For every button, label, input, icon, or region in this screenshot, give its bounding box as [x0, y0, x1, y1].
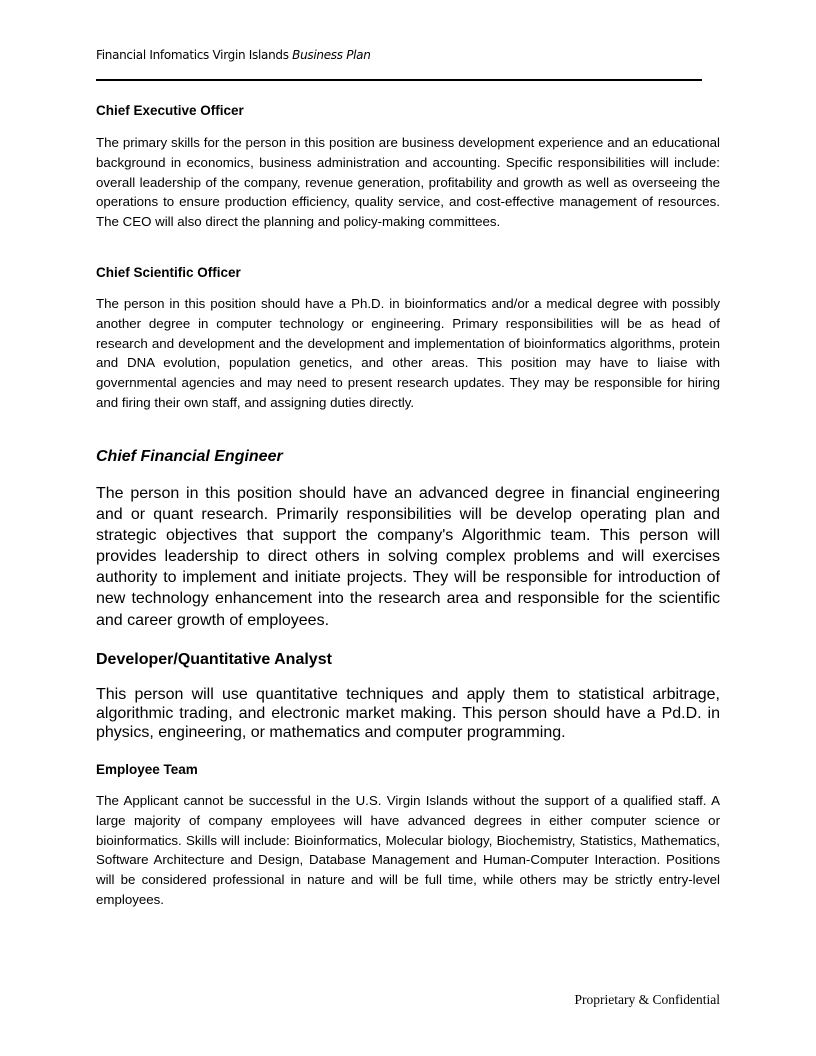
paragraph-cso: The person in this position should have a Ph.D. in bioinformatics and/or a medical degree with possibly another degree in computer technology or engineering. Primary responsibilities will be as head of research and development and the development and implementation of bioinformatics algorithms, protein and DNA evolution, population genetics, and other areas. This position may have to liaise with governmental agencies and may need to present research updates. They may be responsible for hiring and firing their own staff, and assigning duties directly.: [96, 296, 720, 410]
heading-employee-team: Employee Team: [96, 762, 198, 777]
paragraph-employee-team: The Applicant cannot be successful in the U.S. Virgin Islands without the support of a qualified staff. A large majority of company employees will have advanced degrees in either computer science or bioinformatics. Skills will include: Bioinformatics, Molecular biology, Biochemistry, Statistics, Mathematics, Software Architecture and Design, Database Management and Human-Computer Interaction. Positions will be considered professional in nature and will be full time, while others may be strictly entry-level employees.: [96, 793, 720, 907]
heading-cfe: Chief Financial Engineer: [96, 448, 283, 465]
header-title: Financial Infomatics Virgin Islands: [96, 48, 289, 62]
header-rule: [96, 79, 702, 81]
heading-cso: Chief Scientific Officer: [96, 265, 241, 280]
footer-confidential: Proprietary & Confidential: [574, 992, 720, 1007]
page-header: [96, 48, 720, 62]
paragraph-cfe: The person in this position should have an advanced degree in financial engineering and or quant research. Primarily responsibilities will be develop operating plan and strategic objectives that support the company's Algorithmic team. This person will provides leadership to direct others in solving complex problems and will exercises authority to implement and initiate projects. They will be responsible for introduction of new technology enhancement into the research area and responsible for the scientific and career growth of employees.: [96, 485, 720, 629]
paragraph-ceo: The primary skills for the person in this position are business development experience and an educational background in economics, business administration and accounting. Specific responsibilities will include: overall leadership of the company, revenue generation, profitability and growth as well as overseeing the operations to ensure production efficiency, quality service, and cost-effective management of resources. The CEO will also direct the planning and policy-making committees.: [96, 135, 720, 230]
heading-developer: Developer/Quantitative Analyst: [96, 651, 332, 668]
heading-ceo: Chief Executive Officer: [96, 103, 244, 118]
paragraph-developer: This person will use quantitative techniques and apply them to statistical arbitrage, algorithmic trading, and electronic market making. This person should have a Pd.D. in physics, engineering, or mathematics and computer programming.: [96, 686, 720, 741]
header-title-italic: Business Plan: [292, 48, 371, 62]
